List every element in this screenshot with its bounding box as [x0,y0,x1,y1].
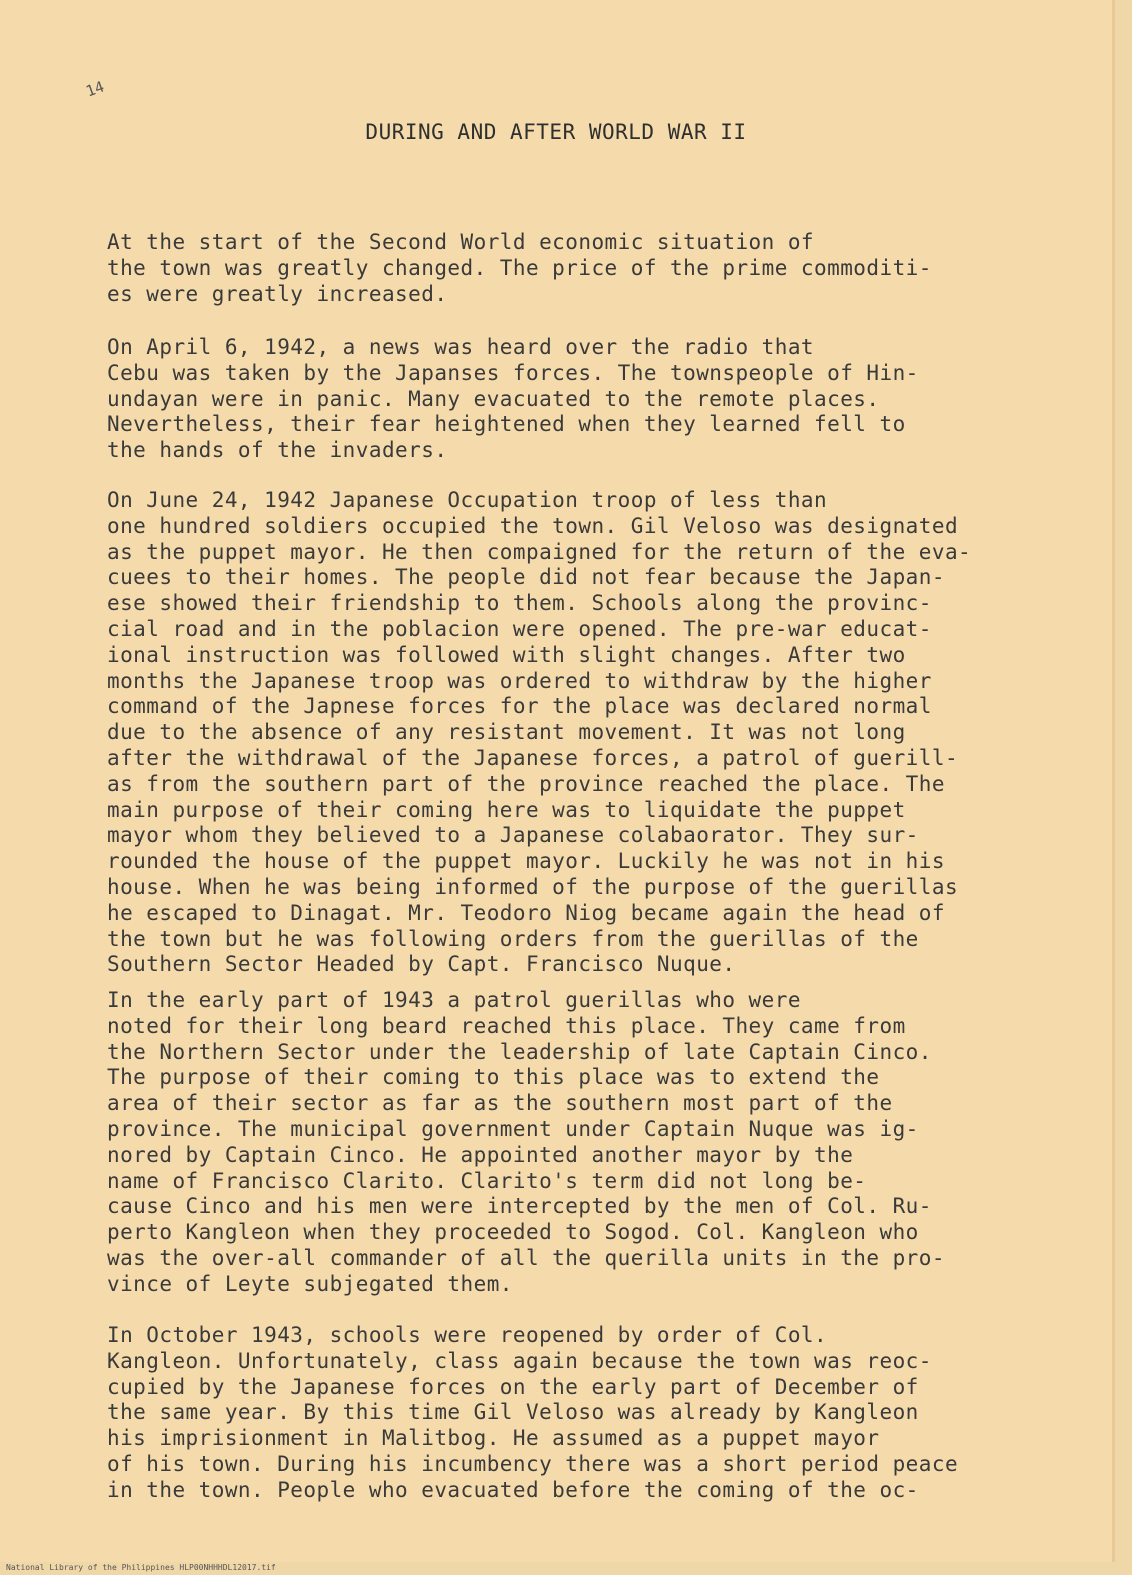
paragraph-1: At the start of the Second World economic situation of the town was greatly changed. The price of the prime commoditi- es were greatly increased. [107,230,932,306]
page-number-mark: 14 [83,77,107,101]
paragraph-3: On June 24, 1942 Japanese Occupation troop of less than one hundred soldiers occupied the town. Gil Veloso was designated as the puppet mayor. He then compaigned for the return of the eva- cuees to their homes. The people did not fear because the Japan- ese showed their friendship to them. Schools along the provinc- cial road and in the poblacion were opened. The pre-war educat- ional instruction was followed with slight changes. After two months the Japanese troop was ordered to withdraw by the higher command of the Japnese forces for the place was declared normal due to the absence of any resistant movement. It was not long after the withdrawal of the Japanese forces, a patrol of guerill- as from the southern part of the province reached the place. The main purpose of their coming here was to liquidate the puppet mayor whom they believed to a Japanese colabaorator. They sur- rounded the house of the puppet mayor. Luckily he was not in his house. When he was being informed of the purpose of the guerillas he escaped to Dinagat. Mr. Teodoro Niog became again the head of the town but he was following orders from the guerillas of the Southern Sector Headed by Capt. Francisco Nuque. [107,488,972,977]
paragraph-5: In October 1943, schools were reopened by order of Col. Kangleon. Unfortunately, class again because the town was reoc- cupied by the Japanese forces on the early part of December of the same year. By this time Gil Veloso was already by Kangleon his imprisionment in Malitbog. He assumed as a puppet mayor of his town. During his incumbency there was a short period peace in the town. People who evacuated before the coming of the oc- [107,1323,959,1502]
paragraph-2: On April 6, 1942, a news was heard over the radio that Cebu was taken by the Japanses forces. The townspeople of Hin- undayan were in panic. Many evacuated to the remote places. Nevertheless, their fear heightened when they learned fell to the hands of the invaders. [107,335,919,463]
scan-footer: National Library of the Philippines HLP00NHHHDL12017.tif [6,1563,276,1572]
paragraph-4: In the early part of 1943 a patrol guerillas who were noted for their long beard reached this place. They came from the Northern Sector under the leadership of late Captain Cinco. The purpose of their coming to this place was to extend the area of their sector as far as the southern most part of the province. The municipal government under Captain Nuque was ig- nored by Captain Cinco. He appointed another mayor by the name of Francisco Clarito. Clarito's term did not long be- cause Cinco and his men were intercepted by the men of Col. Ru- perto Kangleon when they proceeded to Sogod. Col. Kangleon who was the over-all commander of all the querilla units in the pro- vince of Leyte subjegated them. [107,988,945,1296]
document-title: DURING AND AFTER WORLD WAR II [365,120,747,144]
